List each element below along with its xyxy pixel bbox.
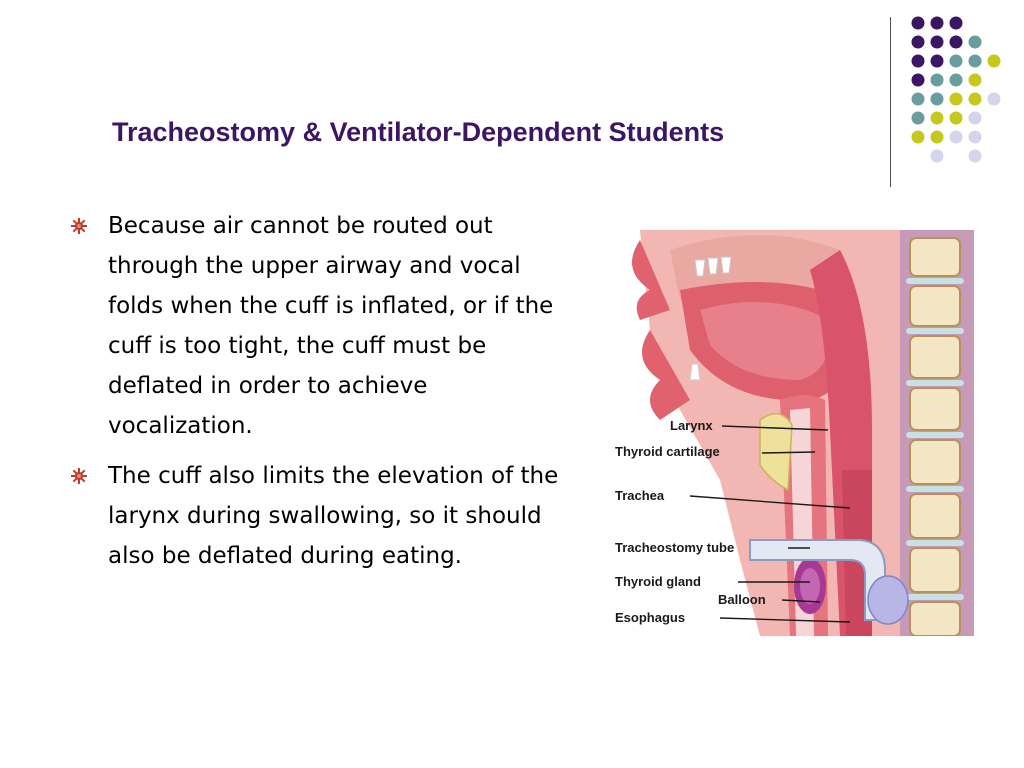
decorative-dot <box>988 55 1001 68</box>
decorative-dot <box>969 112 982 125</box>
label-thyroid-cartilage: Thyroid cartilage <box>615 444 720 459</box>
decorative-dot <box>912 17 925 30</box>
starburst-bullet-icon <box>70 217 88 235</box>
decorative-dot <box>912 55 925 68</box>
decorative-dot <box>931 55 944 68</box>
decorative-dot <box>912 74 925 87</box>
decorative-dot <box>950 112 963 125</box>
anatomy-drawing <box>610 230 974 636</box>
decorative-dot <box>912 131 925 144</box>
decorative-dot <box>969 131 982 144</box>
decorative-dot <box>931 131 944 144</box>
label-larynx: Larynx <box>670 418 713 433</box>
slide-title: Tracheostomy & Ventilator-Dependent Students <box>112 117 725 147</box>
decorative-dot <box>931 17 944 30</box>
label-tracheostomy-tube: Tracheostomy tube <box>615 540 735 555</box>
decorative-dot <box>969 93 982 106</box>
title-divider-line <box>890 17 891 187</box>
bullet-item-2 <box>70 456 570 576</box>
decorative-dot <box>931 74 944 87</box>
decorative-dot <box>912 112 925 125</box>
decorative-dot <box>969 74 982 87</box>
airway-anatomy-illustration <box>610 230 974 636</box>
starburst-bullet-icon <box>70 467 88 485</box>
decorative-dot <box>950 131 963 144</box>
decorative-dot <box>969 36 982 49</box>
decorative-dot <box>950 55 963 68</box>
decorative-dot <box>931 150 944 163</box>
decorative-dot <box>931 93 944 106</box>
decorative-dot <box>950 74 963 87</box>
decorative-dot <box>988 93 1001 106</box>
bullet-list <box>70 206 570 586</box>
decorative-dot <box>950 17 963 30</box>
decorative-dot <box>931 36 944 49</box>
decorative-dot <box>969 55 982 68</box>
decorative-dot <box>950 93 963 106</box>
decorative-dot <box>912 36 925 49</box>
label-balloon: Balloon <box>718 592 766 607</box>
label-trachea: Trachea <box>615 488 665 503</box>
label-thyroid-gland: Thyroid gland <box>615 574 701 589</box>
bullet-text-1: Because air cannot be routed out through the upper airway and vocal folds when the cuff is inflated, or if the cuff is too tight, the cuff must be deflated in order to achieve vocalization. <box>108 213 554 439</box>
bullet-item-1 <box>70 206 570 446</box>
label-esophagus: Esophagus <box>615 610 686 625</box>
decorative-dot <box>912 93 925 106</box>
decorative-dot <box>931 112 944 125</box>
decorative-dot-grid <box>0 0 1024 200</box>
decorative-dot <box>969 150 982 163</box>
bullet-text-2: The cuff also limits the elevation of the larynx during swallowing, so it should also be deflated during eating. <box>108 463 559 569</box>
decorative-dot <box>950 36 963 49</box>
